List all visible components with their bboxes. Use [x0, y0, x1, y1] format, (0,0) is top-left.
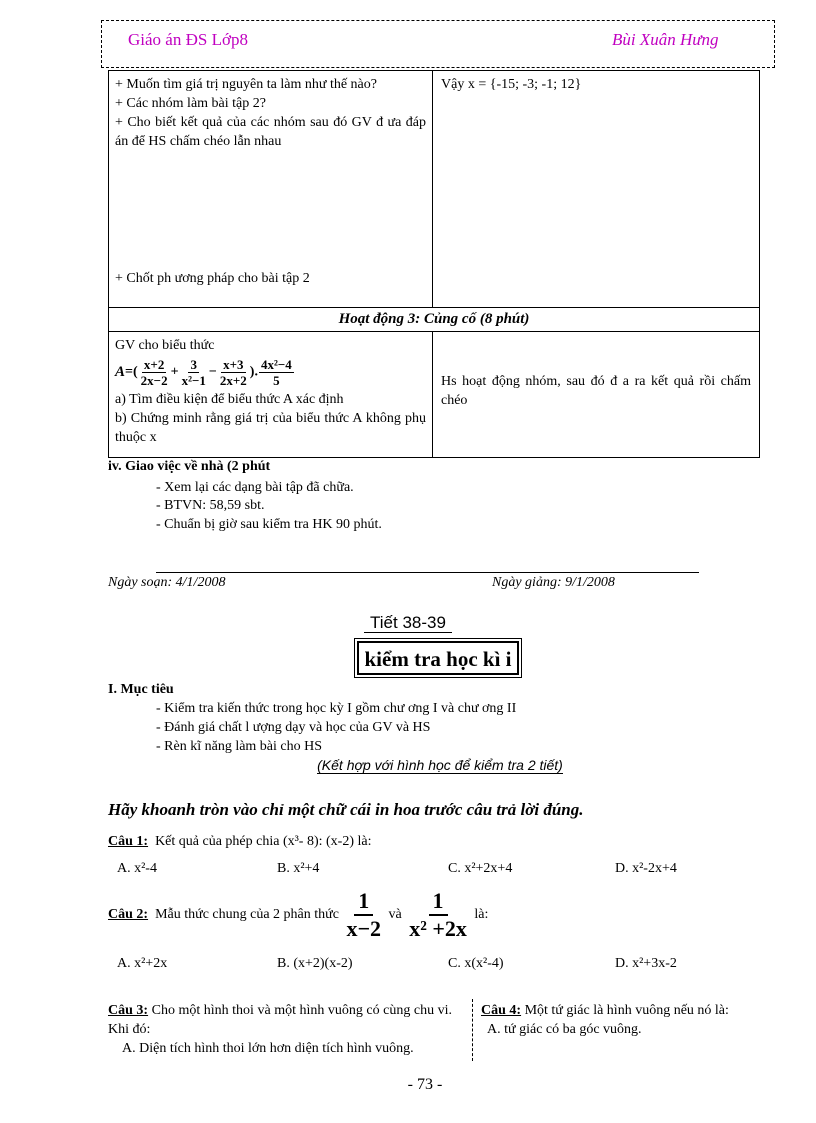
- student-cell: [433, 332, 759, 457]
- fraction: $\frac{\text{4x²−4}}{5}$: [260, 357, 292, 388]
- question-4: Câu 4: Một tứ giác là hình vuông nếu nó là: A. tứ giác có ba góc vuông.: [481, 1001, 771, 1039]
- answer-option: B. x²+4: [277, 861, 320, 876]
- answer-option: A. tứ giác có ba góc vuông.: [487, 1022, 642, 1037]
- fraction: $\frac{x+2}{2x-2}$: [140, 357, 168, 388]
- list-item: - Chuẩn bị giờ sau kiểm tra HK 90 phút.: [156, 517, 382, 532]
- column-divider: [472, 999, 473, 1061]
- header-subject: Giáo án ĐS Lớp8: [128, 30, 248, 49]
- list-item: - Xem lại các dạng bài tập đã chữa.: [156, 480, 354, 495]
- list-item: a) Tìm điều kiện để biểu thức A xác định: [115, 392, 344, 407]
- list-item: b) Chứng minh rằng giá trị của biểu thức A không phụ thuộc x: [115, 411, 426, 445]
- answer-option: A. Diện tích hình thoi lớn hơn diện tích hình vuông.: [122, 1041, 414, 1056]
- list-item: GV cho biểu thức: [115, 338, 215, 353]
- list-item: + Cho biết kết quả của các nhóm sau đó GV đ ưa đáp án để HS chấm chéo lẫn nhau: [115, 115, 426, 149]
- list-item: - Rèn kĩ năng làm bài cho HS: [156, 739, 323, 754]
- answer-option: A. x²+2x: [117, 956, 168, 971]
- prep-date: Ngày soạn: 4/1/2008: [108, 575, 226, 590]
- answer-option: C. x(x²-4): [448, 956, 504, 971]
- answer-option: D. x²-2x+4: [615, 861, 677, 876]
- question-3: Câu 3: Cho một hình thoi và một hình vuông có cùng chu vi. Khi đó: A. Diện tích hình thoi lớn hơn diện tích hình vuông.: [108, 1003, 453, 1056]
- teacher-cell: [109, 332, 433, 457]
- page-number: - 73 -: [407, 1076, 443, 1093]
- teacher-cell: [109, 71, 433, 307]
- question-1: Câu 1: Kết quả của phép chia (x³- 8): (x-2) là:: [108, 834, 372, 849]
- answer-option: B. (x+2)(x-2): [277, 956, 353, 971]
- answer-option: D. x²+3x-2: [615, 956, 677, 971]
- list-item: - Đánh giá chất l ượng dạy và học của GV và HS: [156, 720, 431, 735]
- lesson-title-box: [354, 638, 522, 678]
- objectives-title: I. Mục tiêu: [108, 682, 174, 697]
- instruction: Hãy khoanh tròn vào chỉ một chữ cái in hoa trước câu trả lời đúng.: [108, 800, 584, 819]
- lesson-number: Tiết 38-39: [0, 613, 816, 633]
- lesson-table: [108, 70, 760, 458]
- question-2: Câu 2: Mẫu thức chung của 2 phân thức $\frac{1}{x-2}$ và $\frac{1}{\text{x² +2x}}$ là:: [108, 888, 489, 941]
- expression-a: A=( $\frac{x+2}{2x-2}$ + $\frac{3}{\text{x²−1}}$ − $\frac{x+3}{2x+2}$ ). $\frac{\text{4x²−4}}{5}$: [115, 357, 292, 388]
- fraction: $\frac{x+3}{2x+2}$: [219, 357, 247, 388]
- list-item: + Các nhóm làm bài tập 2?: [115, 96, 266, 111]
- fraction: $\frac{1}{x-2}$: [346, 888, 382, 941]
- list-item: - BTVN: 58,59 sbt.: [156, 498, 265, 513]
- answer-text: Hs hoạt động nhóm, sau đó đ a ra kết quả rồi chấm chéo: [441, 374, 751, 408]
- objectives-note: (Kết hợp với hình học để kiểm tra 2 tiết): [317, 757, 563, 773]
- fraction: $\frac{1}{\text{x² +2x}}$: [409, 888, 467, 941]
- homework-title: iv. Giao việc về nhà (2 phút: [108, 459, 271, 474]
- activity-row: [109, 307, 759, 331]
- divider: [156, 572, 699, 573]
- list-item: - Kiểm tra kiến thức trong học kỳ I gồm chư ơng I và chư ơng II: [156, 701, 517, 716]
- list-item: + Chốt ph ương pháp cho bài tập 2: [115, 271, 310, 286]
- answer-set: Vậy x = {-15; -3; -1; 12}: [441, 77, 582, 92]
- header-author: Bùi Xuân Hưng: [612, 30, 719, 49]
- table-row: [109, 71, 759, 307]
- lesson-title: kiểm tra học kì i: [357, 641, 519, 675]
- list-item: + Muốn tìm giá trị nguyên ta làm như thế nào?: [115, 77, 377, 92]
- answer-option: A. x²-4: [117, 861, 157, 876]
- student-cell: [433, 71, 759, 307]
- teach-date: Ngày giảng: 9/1/2008: [492, 575, 615, 590]
- fraction: $\frac{3}{\text{x²−1}}$: [181, 357, 206, 388]
- answer-option: C. x²+2x+4: [448, 861, 513, 876]
- activity-heading: Hoạt động 3: Củng cố (8 phút): [338, 311, 530, 327]
- table-row: [109, 331, 759, 457]
